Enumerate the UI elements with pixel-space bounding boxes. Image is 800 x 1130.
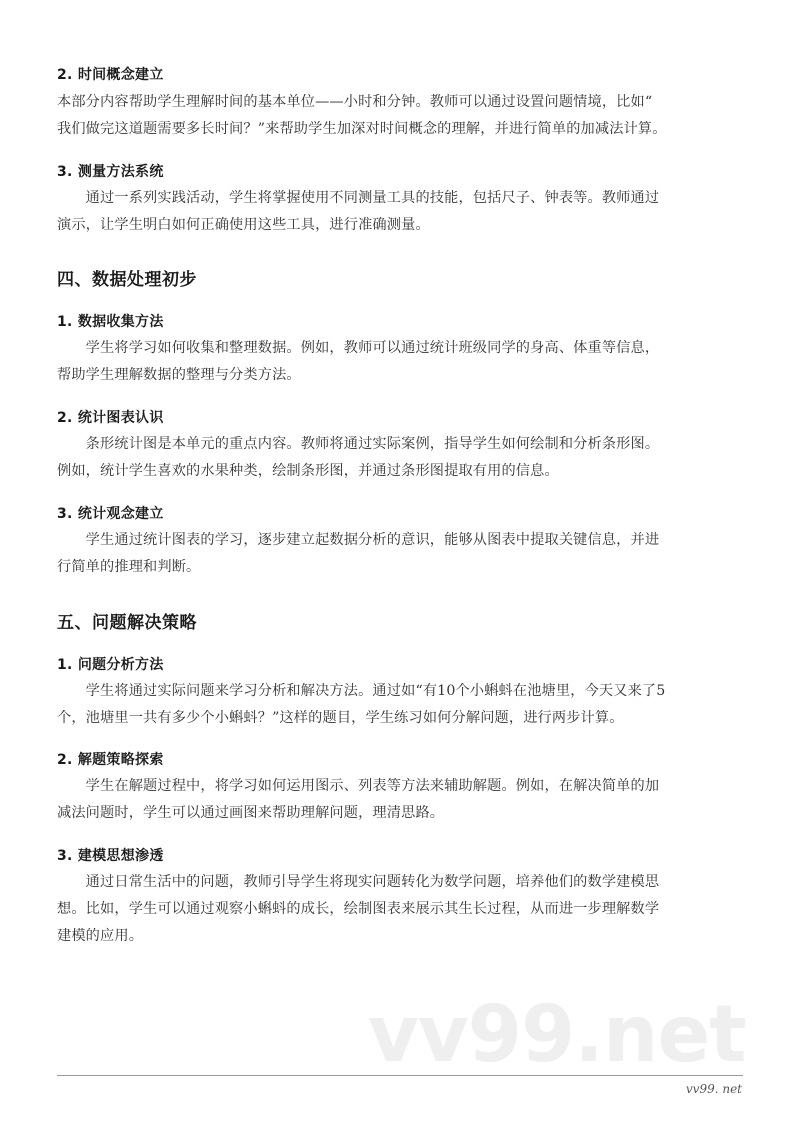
chapter-heading-problem-solving: 五、问题解决策略 [57, 613, 197, 633]
text-line: 例如，统计学生喜欢的水果种类，绘制条形图，并通过条形图提取有用的信息。 [57, 463, 559, 479]
text-line: 通过日常生活中的问题，教师引导学生将现实问题转化为数学问题，培养他们的数学建模思 [57, 874, 660, 890]
subsection-heading-chart-recognition: 2. 统计图表认识 [57, 410, 164, 426]
text-line: 学生将通过实际问题来学习分析和解决方法。通过如“有10个小蝌蚪在池塘里，今天又来了5 [57, 683, 666, 699]
paragraph-strategy-exploration [57, 773, 747, 827]
subsection-heading-time-concept: 2. 时间概念建立 [57, 67, 164, 83]
text-line: 减法问题时，学生可以通过画图来帮助理解问题，理清思路。 [57, 805, 445, 821]
text-line: 建模的应用。 [57, 928, 144, 944]
footer-divider [57, 1075, 743, 1076]
text-line: 行简单的推理和判断。 [57, 559, 201, 575]
text-line: 本部分内容帮助学生理解时间的基本单位——小时和分钟。教师可以通过设置问题情境，比如“ [57, 94, 653, 110]
paragraph-measurement [57, 185, 747, 239]
paragraph-problem-analysis [57, 678, 747, 732]
paragraph-data-collection [57, 335, 747, 389]
text-line: 学生通过统计图表的学习，逐步建立起数据分析的意识，能够从图表中提取关键信息，并进 [57, 532, 660, 548]
watermark-logo: vv99.net [368, 990, 746, 1080]
subsection-heading-strategy-exploration: 2. 解题策略探索 [57, 752, 164, 768]
subsection-heading-measurement: 3. 测量方法系统 [57, 164, 164, 180]
text-line: 学生将学习如何收集和整理数据。例如，教师可以通过统计班级同学的身高、体重等信息， [57, 340, 660, 356]
text-line: 我们做完这道题需要多长时间？”来帮助学生加深对时间概念的理解，并进行简单的加减法计算。 [57, 121, 667, 137]
text-line: 演示，让学生明白如何正确使用这些工具，进行准确测量。 [57, 217, 430, 233]
paragraph-modeling [57, 869, 747, 950]
text-line: 帮助学生理解数据的整理与分类方法。 [57, 367, 301, 383]
chapter-heading-data-processing: 四、数据处理初步 [57, 270, 197, 290]
paragraph-chart-recognition [57, 431, 747, 485]
footer-site-name: vv99. net [685, 1082, 742, 1096]
subsection-heading-data-collection: 1. 数据收集方法 [57, 314, 164, 330]
text-line: 学生在解题过程中，将学习如何运用图示、列表等方法来辅助解题。例如，在解决简单的加 [57, 778, 660, 794]
text-line: 通过一系列实践活动，学生将掌握使用不同测量工具的技能，包括尺子、钟表等。教师通过 [57, 190, 660, 206]
subsection-heading-statistics-concept: 3. 统计观念建立 [57, 506, 164, 522]
text-line: 个，池塘里一共有多少个小蝌蚪？”这样的题目，学生练习如何分解问题，进行两步计算。 [57, 710, 624, 726]
subsection-heading-modeling: 3. 建模思想渗透 [57, 848, 164, 864]
text-line: 条形统计图是本单元的重点内容。教师将通过实际案例，指导学生如何绘制和分析条形图。 [57, 436, 660, 452]
text-line: 想。比如，学生可以通过观察小蝌蚪的成长，绘制图表来展示其生长过程，从而进一步理解数学 [57, 901, 660, 917]
paragraph-statistics-concept [57, 527, 747, 581]
subsection-heading-problem-analysis: 1. 问题分析方法 [57, 657, 164, 673]
paragraph-time-concept [57, 89, 747, 143]
